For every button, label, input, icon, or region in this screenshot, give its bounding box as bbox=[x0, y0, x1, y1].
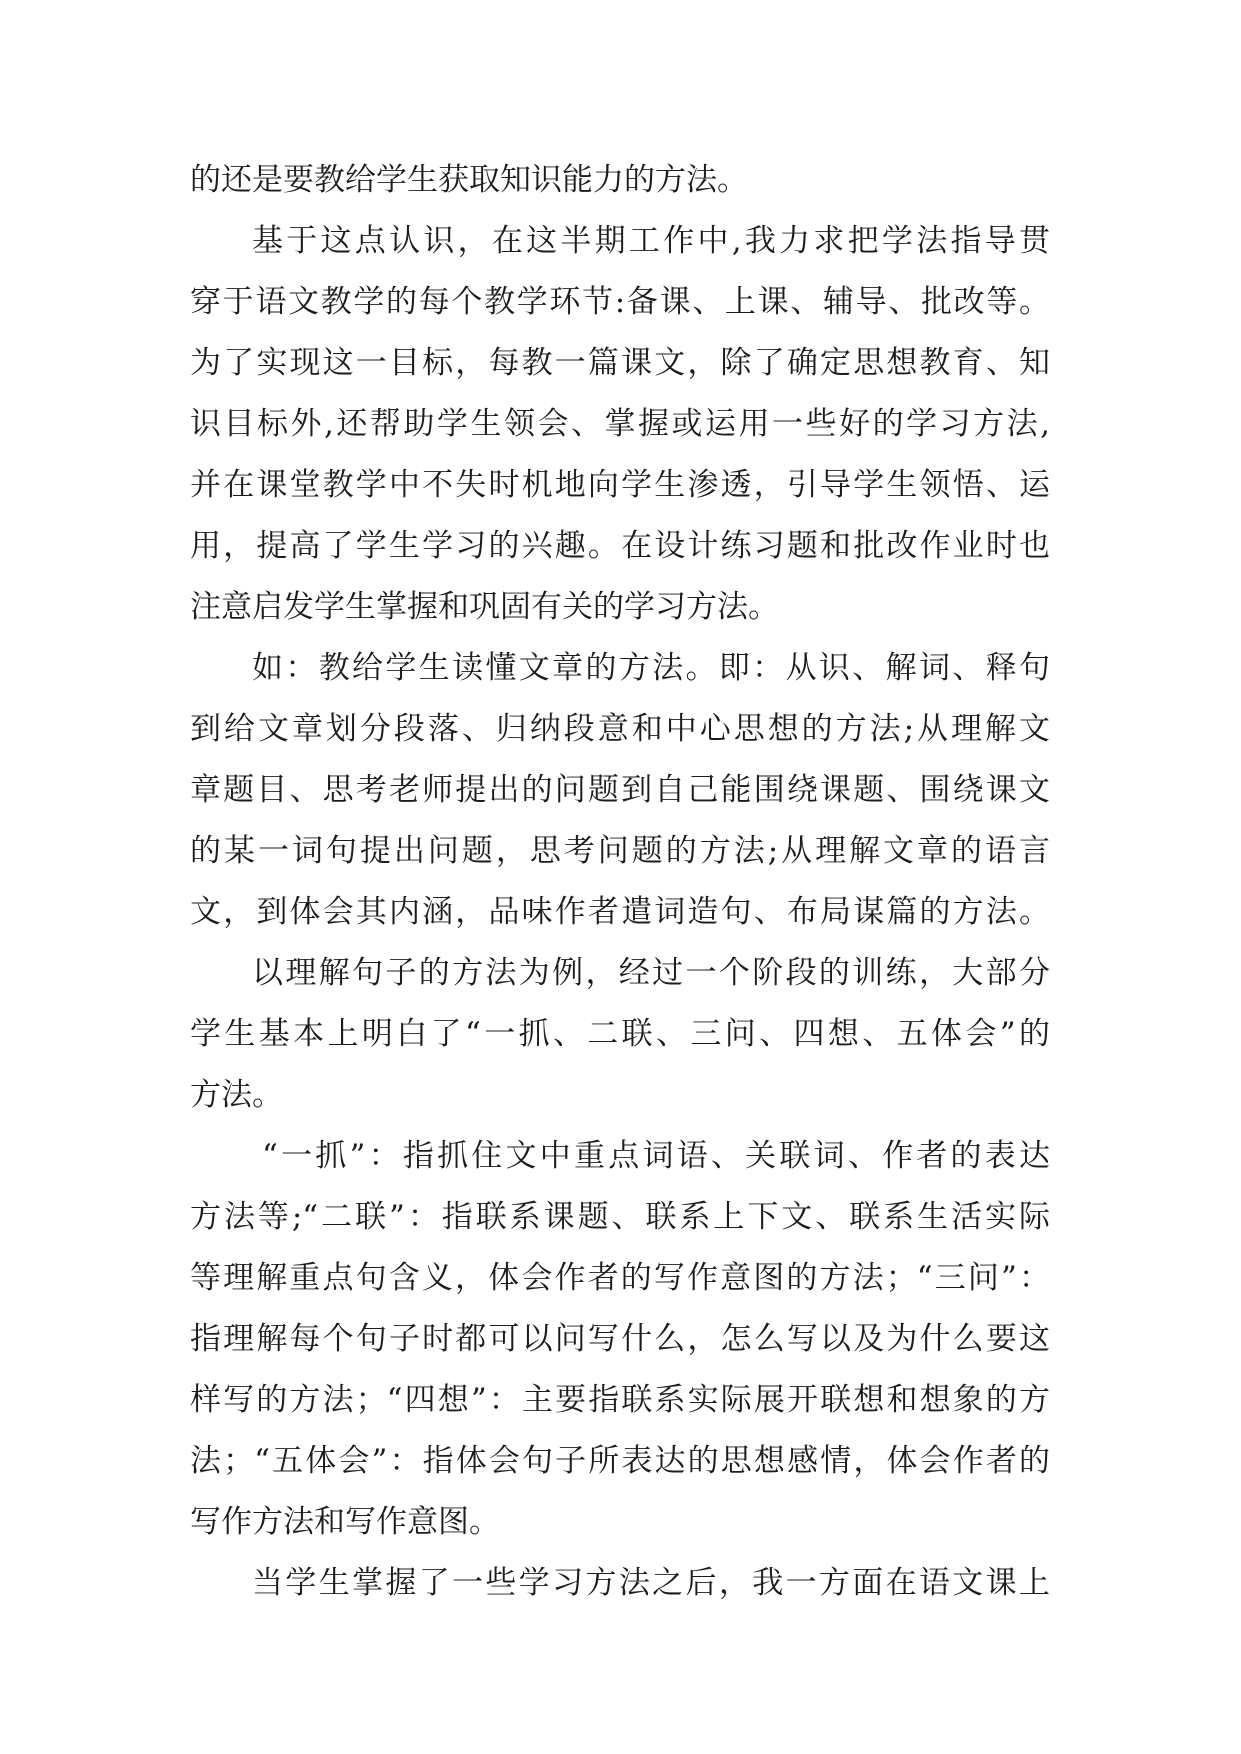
text-line: 穿于语文教学的每个教学环节:备课、上课、辅导、批改等。 bbox=[190, 284, 1050, 320]
paragraph bbox=[190, 943, 1050, 1126]
text-line: 等理解重点句含义，体会作者的写作意图的方法；“三问”： bbox=[190, 1260, 1050, 1296]
paragraph bbox=[190, 1126, 1050, 1553]
paragraph bbox=[190, 638, 1050, 943]
paragraph bbox=[190, 211, 1050, 638]
text-line: 的还是要教给学生获取知识能力的方法。 bbox=[190, 162, 748, 198]
text-line: 以理解句子的方法为例，经过一个阶段的训练，大部分 bbox=[252, 955, 1050, 991]
text-line: 用，提高了学生学习的兴趣。在设计练习题和批改作业时也 bbox=[190, 528, 1050, 564]
paragraph bbox=[190, 150, 1050, 211]
body-text bbox=[190, 150, 1050, 1614]
text-line: 为了实现这一目标，每教一篇课文，除了确定思想教育、知 bbox=[190, 345, 1050, 381]
paragraph bbox=[190, 1553, 1050, 1614]
text-line: 学生基本上明白了“一抓、二联、三问、四想、五体会”的 bbox=[190, 1016, 1050, 1052]
text-line: 写作方法和写作意图。 bbox=[190, 1504, 500, 1540]
text-line: 并在课堂教学中不失时机地向学生渗透，引导学生领悟、运 bbox=[190, 467, 1050, 503]
text-line: 当学生掌握了一些学习方法之后，我一方面在语文课上 bbox=[252, 1565, 1050, 1601]
text-line: 注意启发学生掌握和巩固有关的学习方法。 bbox=[190, 589, 779, 625]
text-line: 指理解每个句子时都可以问写什么，怎么写以及为什么要这 bbox=[190, 1321, 1050, 1357]
text-line: 基于这点认识，在这半期工作中,我力求把学法指导贯 bbox=[252, 223, 1050, 259]
text-line: “一抓”：指抓住文中重点词语、关联词、作者的表达 bbox=[262, 1138, 1050, 1174]
text-line: 识目标外,还帮助学生领会、掌握或运用一些好的学习方法, bbox=[190, 406, 1050, 442]
text-line: 样写的方法；“四想”：主要指联系实际展开联想和想象的方 bbox=[190, 1382, 1050, 1418]
text-line: 章题目、思考老师提出的问题到自己能围绕课题、围绕课文 bbox=[190, 772, 1050, 808]
text-line: 如：教给学生读懂文章的方法。即：从识、解词、释句 bbox=[252, 650, 1050, 686]
text-line: 法；“五体会”：指体会句子所表达的思想感情，体会作者的 bbox=[190, 1443, 1050, 1479]
text-line: 方法等;“二联”：指联系课题、联系上下文、联系生活实际 bbox=[190, 1199, 1050, 1235]
text-line: 文，到体会其内涵，品味作者遣词造句、布局谋篇的方法。 bbox=[190, 894, 1050, 930]
text-line: 方法。 bbox=[190, 1077, 283, 1113]
text-line: 的某一词句提出问题，思考问题的方法;从理解文章的语言 bbox=[190, 833, 1050, 869]
text-line: 到给文章划分段落、归纳段意和中心思想的方法;从理解文 bbox=[190, 711, 1050, 747]
